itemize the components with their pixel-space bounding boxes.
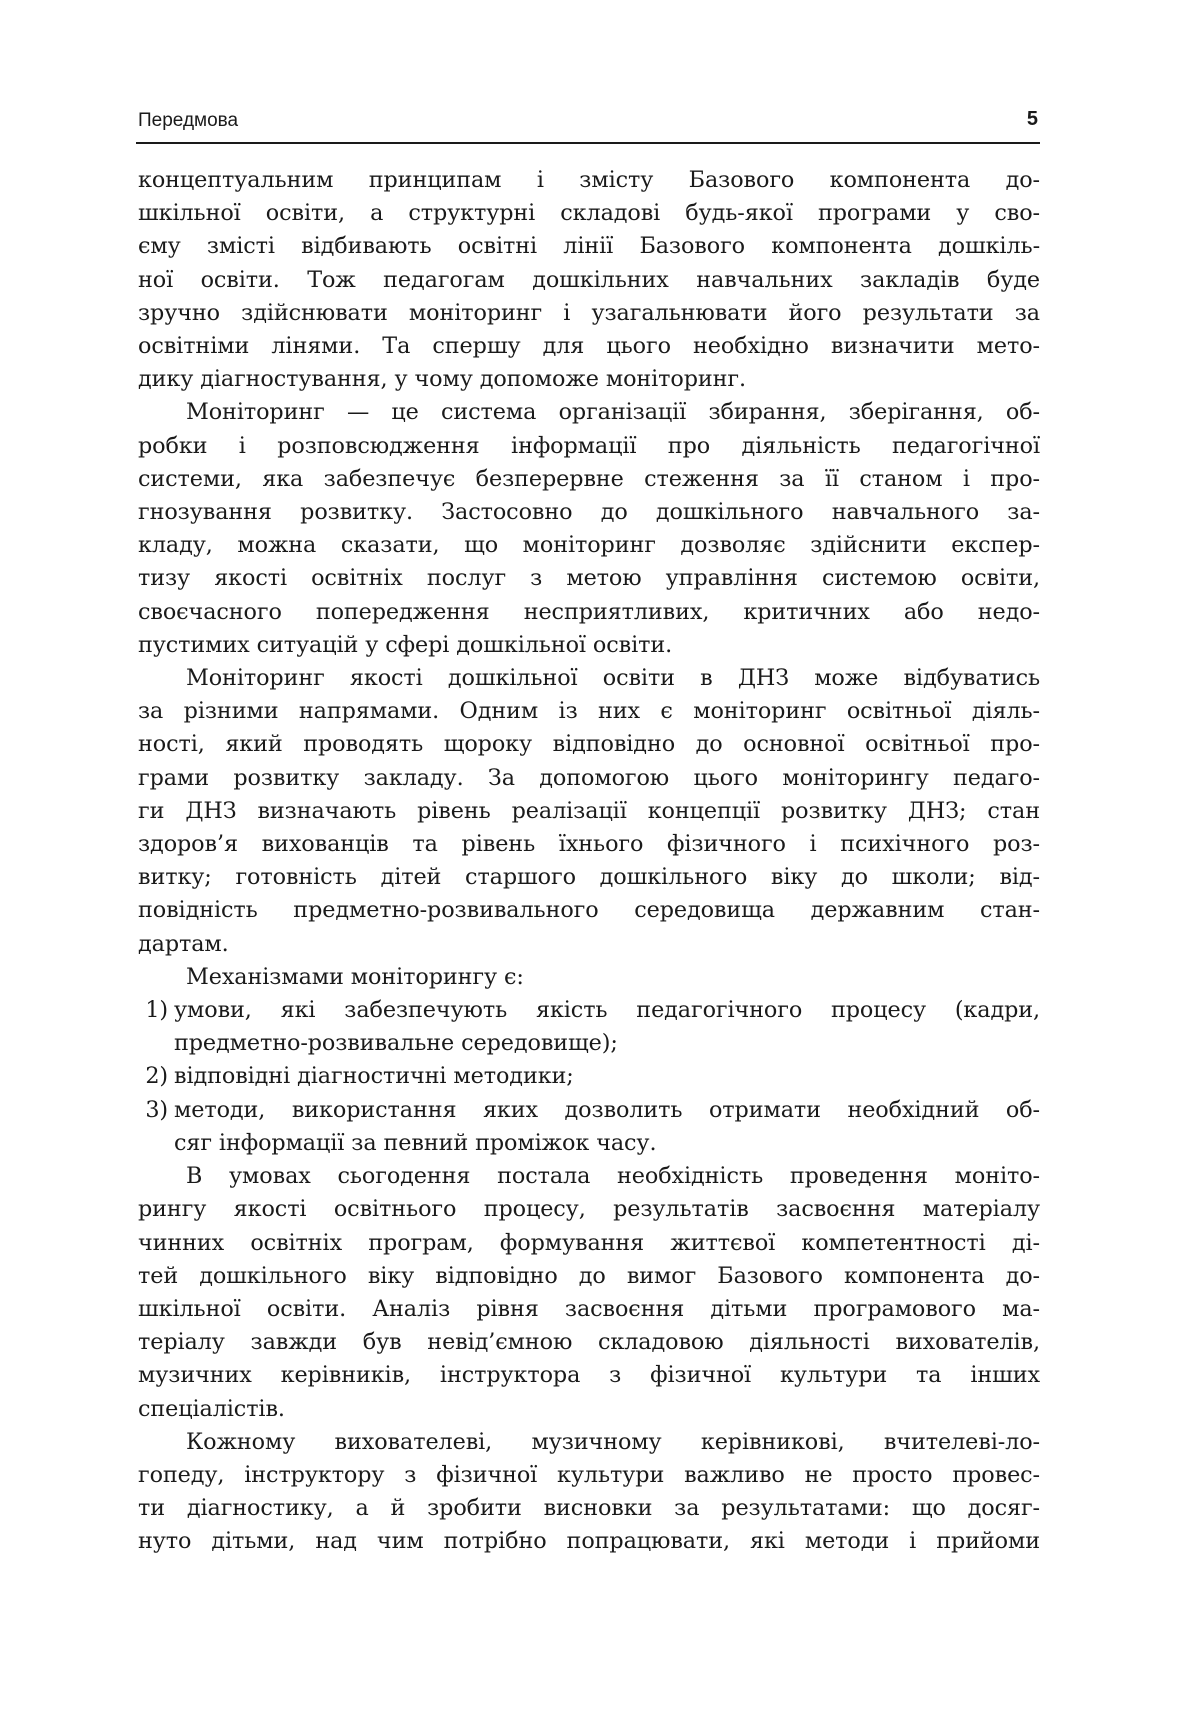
text-line: шкільної освіти, а структурні складові будь-якої програми у сво- xyxy=(138,200,1040,227)
text-line: Кожному вихователеві, музичному керівникові, вчителеві-ло- xyxy=(186,1428,1040,1455)
list-item xyxy=(138,1060,1040,1093)
list-marker: 3) xyxy=(145,1096,168,1123)
text-line: дику діагностування, у чому допоможе моніторинг. xyxy=(138,366,747,393)
text-line: зручно здійснювати моніторинг і узагальнювати його результати за xyxy=(138,299,1040,326)
text-line: грами розвитку закладу. За допомогою цього моніторингу педаго- xyxy=(138,764,1040,791)
text-line: В умовах сьогодення постала необхідність проведення моніто- xyxy=(186,1163,1040,1190)
page-header xyxy=(136,106,1040,144)
page-number: 5 xyxy=(1026,108,1038,130)
text-line: єму змісті відбивають освітні лінії Базового компонента дошкіль- xyxy=(138,233,1040,260)
text-line: рингу якості освітнього процесу, результатів засвоєння матеріалу xyxy=(138,1196,1040,1223)
paragraph-1 xyxy=(138,164,1040,396)
text-line: теріалу завжди був невід’ємною складовою діяльності вихователів, xyxy=(138,1329,1040,1356)
text-line: гнозування розвитку. Застосовно до дошкільного навчального за- xyxy=(138,499,1040,526)
text-line: кладу, можна сказати, що моніторинг дозволяє здійснити експер- xyxy=(138,532,1040,559)
text-line: музичних керівників, інструктора з фізичної культури та інших xyxy=(138,1362,1040,1389)
text-line: за різними напрямами. Одним із них є моніторинг освітньої діяль- xyxy=(138,698,1040,725)
text-line: ної освіти. Тож педагогам дошкільних навчальних закладів буде xyxy=(138,266,1040,293)
list-intro: Механізмами моніторингу є: xyxy=(186,963,524,990)
text-line: освітніми лінями. Та спершу для цього необхідно визначити мето- xyxy=(138,333,1040,360)
paragraph-4 xyxy=(138,1160,1040,1426)
text-line: ності, який проводять щороку відповідно до основної освітньої про- xyxy=(138,731,1040,758)
text-line: робки і розповсюдження інформації про діяльність педагогічної xyxy=(138,432,1040,459)
text-line: гопеду, інструктору з фізичної культури важливо не просто провес- xyxy=(138,1461,1040,1488)
text-line: витку; готовність дітей старшого дошкільного віку до школи; від- xyxy=(138,864,1040,891)
paragraph-5 xyxy=(138,1426,1040,1559)
text-line: концептуальним принципам і змісту Базового компонента до- xyxy=(138,167,1040,193)
paragraph-2 xyxy=(138,396,1040,662)
text-line: предметно-розвивальне середовище); xyxy=(174,1030,618,1057)
text-line: пустимих ситуацій у сфері дошкільної освіти. xyxy=(138,631,673,658)
text-line: своєчасного попередження несприятливих, критичних або недо- xyxy=(138,598,1040,625)
text-line: системи, яка забезпечує безперервне стеження за її станом і про- xyxy=(138,465,1040,492)
paragraph-3 xyxy=(138,662,1040,961)
list-item xyxy=(138,1094,1040,1160)
running-header-title: Передмова xyxy=(138,110,239,131)
page-body xyxy=(138,164,1040,1559)
text-line: дартам. xyxy=(138,930,229,957)
text-line: ти діагностику, а й зробити висновки за результатами: що досяг- xyxy=(138,1495,1040,1522)
text-line: нуто дітьми, над чим потрібно попрацювати, які методи і прийоми xyxy=(138,1528,1040,1555)
text-line: чинних освітніх програм, формування життєвої компетентності ді- xyxy=(138,1229,1040,1256)
list-marker: 1) xyxy=(145,997,168,1024)
text-line: тей дошкільного віку відповідно до вимог Базового компонента до- xyxy=(138,1262,1040,1289)
text-line: Моніторинг якості дошкільної освіти в ДНЗ може відбуватись xyxy=(186,665,1040,692)
text-line: повідність предметно-розвивального середовища державним стан- xyxy=(138,897,1040,924)
text-line: Моніторинг — це система організації збирання, зберігання, об- xyxy=(186,399,1040,426)
text-line: сяг інформації за певний проміжок часу. xyxy=(174,1129,657,1156)
text-line: спеціалістів. xyxy=(138,1395,285,1422)
list-marker: 2) xyxy=(145,1063,168,1090)
text-line: ги ДНЗ визначають рівень реалізації концепції розвитку ДНЗ; стан xyxy=(138,797,1040,824)
text-line: шкільної освіти. Аналіз рівня засвоєння дітьми програмового ма- xyxy=(138,1295,1040,1322)
text-line: здоров’я вихованців та рівень їхнього фізичного і психічного роз- xyxy=(138,831,1040,858)
mechanisms-list xyxy=(138,994,1040,1160)
list-item xyxy=(138,994,1040,1060)
text-line: відповідні діагностичні методики; xyxy=(174,1063,574,1090)
text-line: тизу якості освітніх послуг з метою управління системою освіти, xyxy=(138,565,1040,592)
text-line: методи, використання яких дозволить отримати необхідний об- xyxy=(174,1096,1040,1123)
text-line: умови, які забезпечують якість педагогічного процесу (кадри, xyxy=(174,997,1040,1024)
